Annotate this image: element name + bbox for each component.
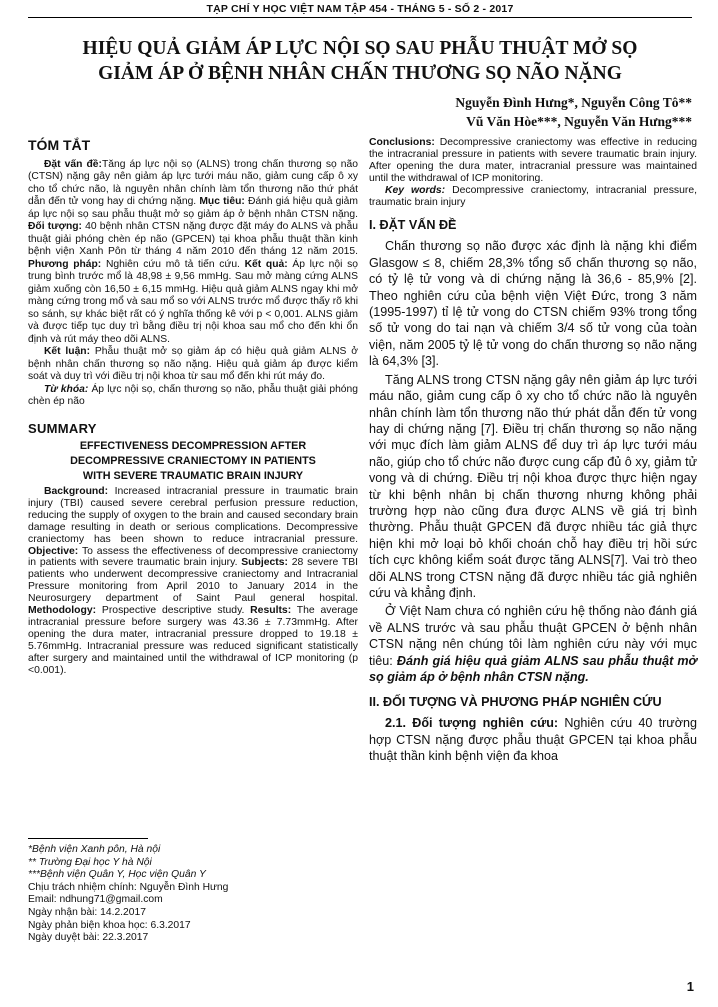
footnotes <box>28 838 358 945</box>
vi-subjects-text: 40 bệnh nhân CTSN nặng được đặt máy đo ALNS và phẫu thuật giải phóng chèn ép não (GPCEN) tại khoa phẫu thuật thần kinh bệnh viện Xanh Pôn từ tháng 4 năm 2010 đến tháng 12 năm 2015. <box>28 221 358 257</box>
vi-keywords-label: Từ khóa: <box>44 383 89 395</box>
study-objective: Đánh giá hiệu quả giảm ALNS sau phẫu thuật mở sọ giảm áp ở bệnh nhân CTSN nặng. <box>369 653 698 684</box>
footnote-received: Ngày nhận bài: 14.2.2017 <box>28 906 146 918</box>
section-1-heading: I. ĐẶT VẤN ĐỀ <box>369 218 457 233</box>
vi-background-text: Tăng áp lực nội sọ (ALNS) trong chấn thương sọ não (CTSN) nặng gây nên giảm áp lực tưới máu não, giảm cung cấp ô xy cho tổ chức não, là nguyên nhân chính làm tổn thương não thứ phát dẫn đến tử vong hay di chứng nặng. <box>28 158 358 207</box>
section-2-heading: II. ĐỐI TƯỢNG VÀ PHƯƠNG PHÁP NGHIÊN CỨU <box>369 695 662 710</box>
vi-objective-text: Đánh giá hiệu quả giảm áp lực nội sọ sau phẫu thuật mở sọ giảm áp ở bệnh nhân CTSN nặng. <box>28 196 358 220</box>
vi-conclusion <box>28 346 358 384</box>
vi-method-label: Phương pháp: <box>28 258 102 270</box>
vi-results-text: Áp lực nội sọ trung bình trước mổ là 48,98 ± 9,56 mmHg. Sau mở màng cứng ALNS giảm xuống còn 16,50 ± 6,15 mmHg. Hiệu quả giảm ALNS ngay khi mở màng cứng trong mổ và sau mổ so với ALNS trước mổ được thấy rõ khi so sánh, sự khác biệt rất có ý nghĩa thống kê với p < 0,001. ALNS giảm và được tiếp tục duy trì bằng điều trị nội khoa sau mổ cho đến khi ổn định và rút máy theo dõi ALNS. <box>28 258 358 345</box>
abstract-vi-body <box>28 159 358 347</box>
section-1-body <box>369 238 697 685</box>
left-column <box>28 131 358 677</box>
summary-title-line-3: WITH SEVERE TRAUMATIC BRAIN INJURY <box>82 470 304 482</box>
footnote-reviewed: Ngày phản biện khoa học: 6.3.2017 <box>28 919 191 931</box>
en-method-label: Methodology: <box>28 605 97 617</box>
title-line-1: HIỆU QUẢ GIẢM ÁP LỰC NỘI SỌ SAU PHẪU THUẬT MỞ SỌ <box>82 38 638 59</box>
vi-method-text: Nghiên cứu mô tả tiến cứu. <box>105 258 240 270</box>
summary-title-line-2: DECOMPRESSIVE CRANIECTOMY IN PATIENTS <box>70 455 316 467</box>
summary-heading: SUMMARY <box>28 420 97 436</box>
vi-keywords-text: Áp lực nội sọ, chấn thương sọ não, phẫu thuật giải phóng chèn ép não <box>28 383 358 407</box>
en-background-label: Background: <box>44 486 109 497</box>
en-conclusions-text: Decompressive craniectomy was effective in reducing the intracranial pressure in patients with severe traumatic brain injury. After opening the dura mater, intracranial pressure was maintained until the withdrawal of ICP monitoring. <box>369 137 698 184</box>
authors-line-1: Nguyễn Đình Hưng*, Nguyễn Công Tô** <box>455 95 692 110</box>
section-1-paragraph-2: Tăng ALNS trong CTSN nặng gây nên giảm áp lực tưới máu não, giảm cung cấp ô xy cho tổ chức não là nguyên nhân chính làm tổn thương não thứ phát dẫn đến tử vong hay di chứng nặng [7]. Điều trị chấn thương sọ não nặng với mục đích làm giảm ALNS để duy trì áp lực tưới máu não, giúp cho tổ chức não được cung cấp đủ ô xy, giảm tử vong và di chứng. Điều trị nội khoa được thực hiện ngay từ khi bệnh nhân bị chấn thương nhưng không phải trường hợp nào cũng đưa được ALNS về giá trị bình thường. Phẫu thuật GPCEN đã được nhiều tác giả thực hiện khi mở loại bỏ khối choán chỗ hay điều trị hồi sức tích cực không kiểm soát được tăng ALNS[7]. Vai trò theo dõi ALNS trong CTSN nặng đã được nhiều tác giả nghiên cứu và khẳng định. <box>369 372 697 600</box>
summary-title-line-1: EFFECTIVENESS DECOMPRESSION AFTER <box>79 440 307 452</box>
abstract-vi-heading: TÓM TẮT <box>28 137 91 153</box>
summary-title <box>28 439 358 484</box>
vi-keywords <box>28 384 358 409</box>
footnote-affiliation-3: ***Bệnh viện Quân Y, Học viện Quân Y <box>28 869 206 881</box>
section-1-paragraph-3 <box>369 603 697 685</box>
en-subjects-label: Subjects: <box>241 557 289 569</box>
footnote-accepted: Ngày duyệt bài: 22.3.2017 <box>28 932 149 944</box>
vi-subjects-label: Đối tượng: <box>28 221 82 232</box>
footnote-affiliation-2: ** Trường Đại học Y hà Nội <box>28 856 152 868</box>
section-2-1-label: 2.1. Đối tượng nghiên cứu: <box>385 716 559 731</box>
section-2-body <box>369 715 697 764</box>
en-conclusions-label: Conclusions: <box>369 137 435 148</box>
en-results-label: Results: <box>250 605 292 617</box>
article-title <box>40 36 680 86</box>
summary-body-right <box>369 137 697 208</box>
en-objective-text: To assess the effectiveness of decompressive craniectomy in patients with severe traumatic brain injury. <box>28 545 359 569</box>
section-2-1-text: Nghiên cứu 40 trường hợp CTSN nặng được phẫu thuật GPCEN tại khoa phẫu thuật thần kinh bệnh viện đa khoa <box>369 716 697 764</box>
footnote-affiliation-1: *Bệnh viện Xanh pôn, Hà nội <box>28 844 161 855</box>
vi-conclusion-text: Phẫu thuật mở sọ giảm áp có hiệu quả giảm ALNS ở bệnh nhân chấn thương sọ não nặng. Hiệu quả giảm áp được kiểm soát và duy trì với điều trị nội khoa từ sau mổ đến khi rút máy đo. <box>28 346 358 382</box>
en-objective-label: Objective: <box>28 545 79 557</box>
header-rule <box>28 17 692 18</box>
section-1-paragraph-3-text: Ở Việt Nam chưa có nghiên cứu hệ thống nào đánh giá về ALNS trước và sau phẫu thuật GPCEN ở bệnh nhân CTSN nặng nên chúng tôi làm nghiên cứu này với mục tiêu: <box>369 604 697 668</box>
authors-line-2: Vũ Văn Hòe***, Nguyễn Văn Hưng*** <box>466 114 692 129</box>
title-line-2: GIẢM ÁP Ở BỆNH NHÂN CHẤN THƯƠNG SỌ NÃO NẶNG <box>98 63 622 84</box>
vi-background-label: Đặt vấn đề: <box>44 158 102 170</box>
running-header: TẠP CHÍ Y HỌC VIỆT NAM TẬP 454 - THÁNG 5 - SỐ 2 - 2017 <box>206 3 514 15</box>
summary-body-left <box>28 486 358 677</box>
section-1-paragraph-1: Chấn thương sọ não được xác định là nặng khi điểm Glasgow ≤ 8, chiếm 28,3% tổng số chấn thương sọ não, có tỷ lệ tử vong và di chứng nặng là 36,6 - 85,9% [2]. Theo nghiên cứu của bệnh viện Việt Đức, trong 3 năm (1995-1997) tỉ lệ tử vong do CTSN chiếm 93% trong tổng số tử vong do tai nạn và chiếm 3/4 số tử vong của toàn viện, năm 2005 tỷ lệ tử vong do chấn thương sọ não nặng là 64,3% [3]. <box>369 239 697 369</box>
footnote-rule <box>28 838 148 839</box>
footnote-email: Email: ndhung71@gmail.com <box>28 894 163 906</box>
en-background-text: Increased intracranial pressure in traumatic brain injury (TBI) caused severe cerebral perfusion pressure reduction, reducing the supply of oxygen to the brain and caused secondary brain damage resulting in death or serious complications. Decompressive craniectomy has been shown to reduce intracranial pressure. <box>28 486 358 545</box>
footnote-corresponding: Chịu trách nhiệm chính: Nguyễn Đình Hưng <box>28 881 229 893</box>
authors <box>455 93 692 131</box>
en-subjects-text: 28 severe TBI patients who underwent decompressive craniectomy and Intracranial Pressure monitoring from April 2010 to January 2014 in the Neurosurgery department of Saint Paul general hospital. <box>28 557 359 605</box>
vi-conclusion-label: Kết luận: <box>44 346 91 357</box>
right-column <box>369 137 697 767</box>
en-keywords-label: Key words: <box>385 184 446 196</box>
en-method-text: Prospective descriptive study. <box>101 605 245 617</box>
en-results-text: The average intracranial pressure before surgery was 43.36 ± 7.73mmHg. After opening the dura mater, intracranial pressure dropped to 19.18 ± 5.76mmHg. Intracranial pressure was reduced significant statistically after surgery and maintained until the withdrawal of ICP monitoring (p <0.001). <box>28 605 359 676</box>
page-number: 1 <box>686 979 694 994</box>
en-keywords-text: Decompressive craniectomy, intracranial pressure, traumatic brain injury <box>369 184 697 208</box>
vi-results-label: Kết quả: <box>244 258 288 270</box>
vi-objective-label: Mục tiêu: <box>199 196 245 207</box>
